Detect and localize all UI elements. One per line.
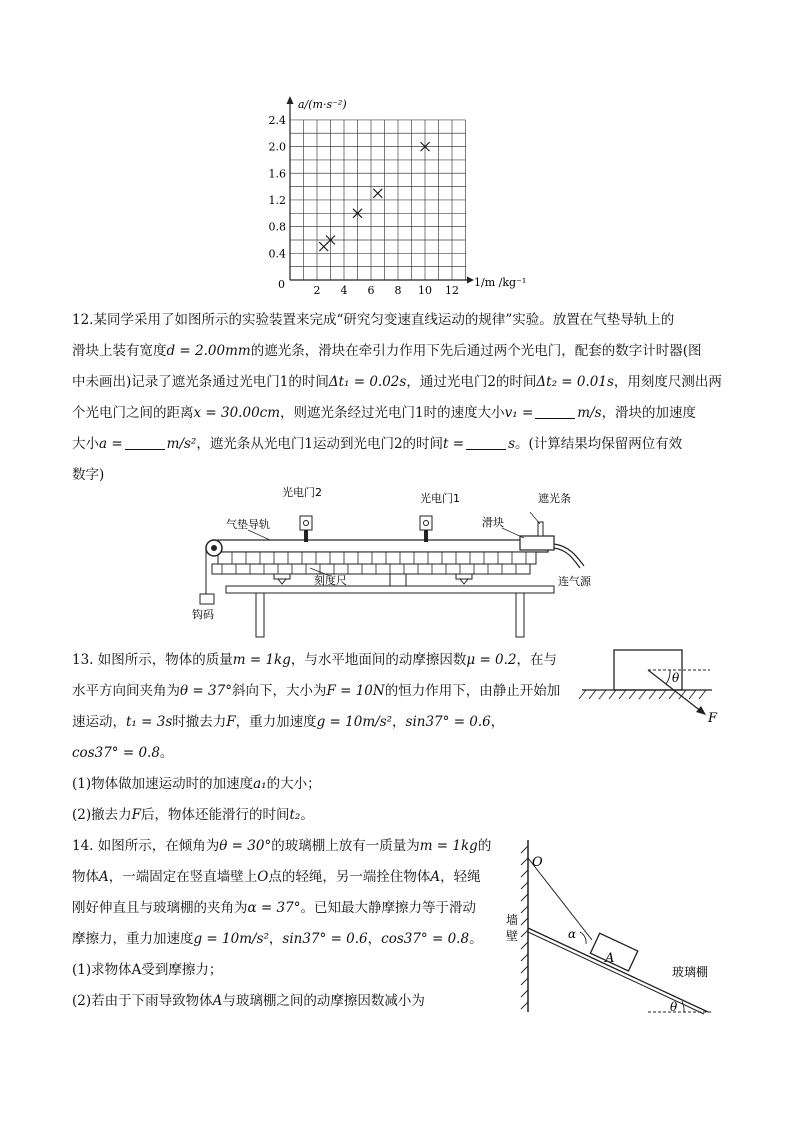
q14-line-1: 14. 如图所示，在倾角为θ = 30°的玻璃棚上放有一质量为m = 1kg的 <box>72 838 492 854</box>
q13-part-1: (1)物体做加速运动时的加速度a₁的大小； <box>72 776 321 792</box>
y-tick-label: 1.2 <box>268 193 286 207</box>
wall-label-1: 墙 <box>506 913 519 927</box>
x-tick-label: 6 <box>367 284 375 297</box>
x-tick-labels <box>314 284 460 297</box>
x-axis-label: 1/m /kg⁻¹ <box>474 276 527 289</box>
theta-label: θ <box>670 1000 678 1014</box>
q13-line-1: 13. 如图所示，物体的质量m = 1kg，与水平地面间的动摩擦因数μ = 0.2，在与 <box>72 652 558 668</box>
q13-line-3: 速运动，t₁ = 3s时撤去力F，重力加速度g = 10m/s²，sin37° = 0.6， <box>72 714 505 730</box>
x-tick-label: 8 <box>394 284 402 297</box>
force-label: F <box>708 711 718 726</box>
label-ruler: 刻度尺 <box>314 574 347 587</box>
label-gate2: 光电门2 <box>282 486 322 499</box>
y-axis-arrow <box>287 96 294 104</box>
origin-label: 0 <box>278 278 285 291</box>
chart-grid <box>290 120 466 280</box>
x-tick-label: 4 <box>340 284 348 297</box>
data-point-marker <box>373 189 382 198</box>
air-track-apparatus-figure <box>190 484 610 640</box>
q14-line-2: 物体A，一端固定在竖直墙壁上O点的轻绳，另一端拴住物体A，轻绳 <box>72 869 481 885</box>
theta-label: θ <box>672 671 680 685</box>
q13-line-4: cos37° = 0.8。 <box>72 745 174 761</box>
q13-part-2: (2)撤去力F后，物体还能滑行的时间t₂。 <box>72 807 314 823</box>
q12-line-5: 大小a = m/s²，遮光条从光电门1运动到光电门2的时间t = s。(计算结果均保留两位有效 <box>72 436 683 452</box>
y-tick-label: 0.8 <box>268 220 286 234</box>
q12-line-2: 滑块上装有宽度d = 2.00mm的遮光条，滑块在牵引力作用下先后通过两个光电门，配套的数字计时器(图 <box>72 343 702 359</box>
y-tick-label: 2.4 <box>268 113 286 127</box>
q12-line-1: 12.某同学采用了如图所示的实验装置来完成“研究匀变速直线运动的规律”实验。放置在气垫导轨上的 <box>72 312 675 328</box>
x-tick-label: 2 <box>313 284 321 297</box>
incline-wall-rope-figure <box>498 836 724 1018</box>
q12-line-4: 个光电门之间的距离x = 30.00cm，则遮光条经过光电门1时的速度大小v₁ = m/s，滑块的加速度 <box>72 405 697 421</box>
data-points <box>319 142 429 251</box>
q14-part-1: (1)求物体A受到摩擦力； <box>72 962 223 978</box>
answer-blank-t <box>466 436 506 450</box>
a-vs-inverse-mass-chart <box>262 92 552 304</box>
q14-part-2: (2)若由于下雨导致物体A与玻璃棚之间的动摩擦因数减小为 <box>72 993 425 1009</box>
label-weight: 钩码 <box>192 608 214 621</box>
y-tick-label: 0.4 <box>268 247 286 261</box>
q14-line-4: 摩擦力，重力加速度g = 10m/s²，sin37° = 0.6，cos37° = 0.8。 <box>72 931 483 947</box>
label-air-track: 气垫导轨 <box>226 518 270 531</box>
wall-label-2: 壁 <box>506 929 519 943</box>
x-tick-label: 10 <box>418 284 432 297</box>
q13-line-2: 水平方向间夹角为θ = 37°斜向下，大小为F = 10N的恒力作用下，由静止开始加 <box>72 683 561 699</box>
block-with-force-figure <box>576 646 726 732</box>
y-tick-label: 2.0 <box>268 140 286 154</box>
y-axis-label: a/(m·s⁻²) <box>298 98 347 111</box>
label-gate1: 光电门1 <box>420 492 460 505</box>
point-o-label: O <box>532 855 543 870</box>
q14-line-3: 刚好伸直且与玻璃棚的夹角为α = 37°。已知最大静摩擦力等于滑动 <box>72 900 476 916</box>
y-tick-labels <box>269 114 287 260</box>
label-light-strip: 遮光条 <box>538 492 571 505</box>
x-tick-label: 12 <box>445 284 459 297</box>
answer-blank-a <box>125 436 165 450</box>
x-axis-arrow <box>467 277 474 284</box>
answer-blank-v1 <box>535 405 575 419</box>
block-a-label: A <box>605 951 615 966</box>
q12-line-3: 中未画出)记录了遮光条通过光电门1的时间Δt₁ = 0.02s，通过光电门2的时间Δt₂ = 0.01s，用刻度尺测出两 <box>72 374 722 390</box>
alpha-label: α <box>568 927 577 941</box>
label-air-source: 连气源 <box>558 575 591 588</box>
label-slider: 滑块 <box>482 516 504 529</box>
q12-line-6: 数字) <box>72 467 105 483</box>
glass-shed-label: 玻璃棚 <box>672 965 709 979</box>
y-tick-label: 1.6 <box>268 167 286 181</box>
